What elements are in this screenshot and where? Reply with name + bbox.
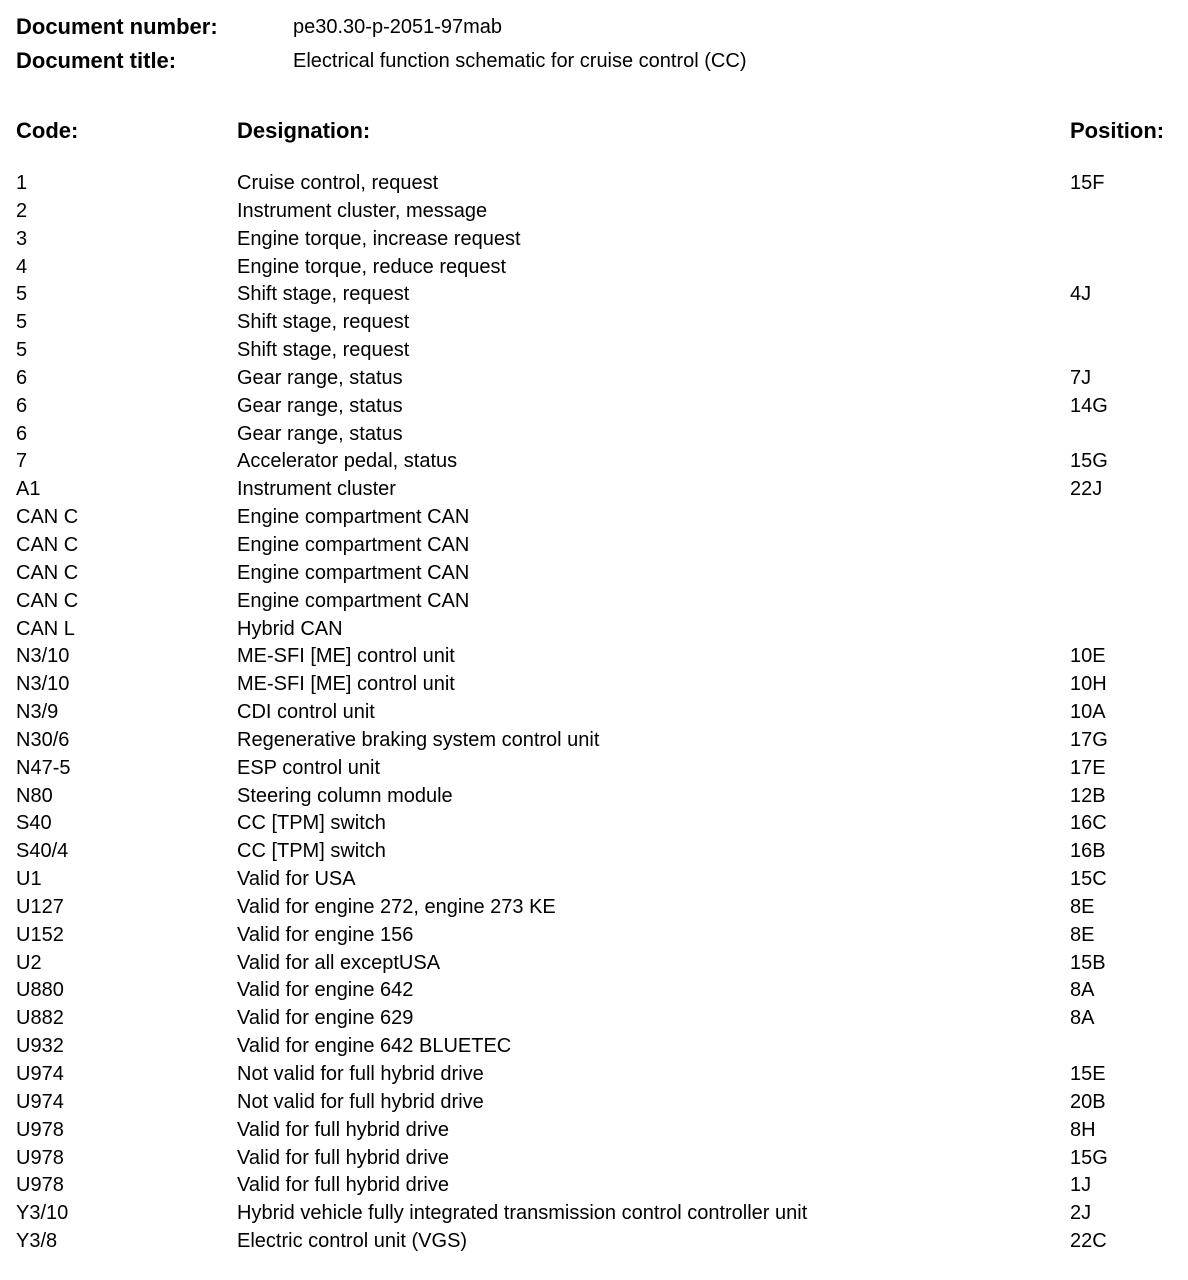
row-code: U978	[16, 1118, 64, 1141]
row-code: A1	[16, 478, 41, 501]
row-designation: Accelerator pedal, status	[237, 450, 458, 473]
row-code: U127	[16, 895, 64, 918]
row-designation: Valid for all exceptUSA	[237, 951, 441, 974]
row-designation: CC [TPM] switch	[237, 812, 386, 835]
row-position: 14G	[1070, 394, 1108, 417]
table-row	[0, 420, 1188, 448]
row-code: 5	[16, 311, 28, 334]
row-designation: Valid for engine 272, engine 273 KE	[237, 895, 556, 918]
row-designation: Valid for USA	[237, 868, 356, 891]
table-row	[0, 169, 1188, 197]
table-row	[0, 615, 1188, 643]
row-code: S40	[16, 812, 52, 835]
document-number-value: pe30.30-p-2051-97mab	[293, 16, 503, 38]
table-row	[0, 1060, 1188, 1088]
row-designation: Instrument cluster, message	[237, 199, 488, 222]
table-row	[0, 392, 1188, 420]
row-position: 1J	[1070, 1174, 1092, 1197]
table-row	[0, 1088, 1188, 1116]
row-position: 20B	[1070, 1090, 1106, 1113]
table-row	[0, 253, 1188, 281]
row-designation: Hybrid vehicle fully integrated transmission control controller unit	[237, 1202, 808, 1225]
table-row	[0, 976, 1188, 1004]
row-code: CAN C	[16, 561, 79, 584]
row-code: U1	[16, 868, 42, 891]
row-code: 7	[16, 450, 28, 473]
document-number-label: Document number:	[16, 14, 218, 39]
row-code: U2	[16, 951, 42, 974]
row-code: U882	[16, 1007, 64, 1030]
row-position: 15F	[1070, 172, 1105, 194]
row-position: 4J	[1070, 283, 1092, 306]
row-code: CAN C	[16, 589, 79, 612]
table-row	[0, 782, 1188, 810]
row-code: 1	[16, 172, 28, 194]
table-row	[0, 1227, 1188, 1255]
row-code: U880	[16, 979, 64, 1002]
row-designation: Electric control unit (VGS)	[237, 1230, 468, 1253]
row-position: 16B	[1070, 840, 1106, 863]
table-row	[0, 1171, 1188, 1199]
row-position: 15G	[1070, 1146, 1108, 1169]
row-position: 8A	[1070, 1007, 1095, 1030]
table-row	[0, 921, 1188, 949]
row-designation: Valid for engine 629	[237, 1007, 414, 1030]
row-code: N30/6	[16, 728, 70, 751]
row-designation: Shift stage, request	[237, 283, 410, 306]
row-designation: CC [TPM] switch	[237, 840, 386, 863]
row-code: 4	[16, 255, 28, 278]
row-designation: ME-SFI [ME] control unit	[237, 645, 455, 668]
row-designation: Engine torque, reduce request	[237, 255, 507, 278]
table-row	[0, 308, 1188, 336]
table-row	[0, 475, 1188, 503]
row-code: CAN L	[16, 617, 75, 640]
row-position: 15B	[1070, 951, 1106, 974]
table-row	[0, 809, 1188, 837]
row-code: 3	[16, 227, 28, 250]
row-designation: Hybrid CAN	[237, 617, 343, 640]
row-code: 6	[16, 422, 28, 445]
designation-column-header: Designation:	[237, 118, 371, 143]
table-row	[0, 587, 1188, 615]
row-code: U978	[16, 1174, 64, 1197]
row-position: 2J	[1070, 1202, 1092, 1225]
row-designation: Engine compartment CAN	[237, 533, 470, 556]
row-code: N47-5	[16, 756, 71, 779]
row-designation: Valid for engine 156	[237, 923, 414, 946]
table-row	[0, 225, 1188, 253]
document-title-value: Electrical function schematic for cruise control (CC)	[293, 50, 747, 72]
row-position: 17G	[1070, 728, 1108, 751]
row-position: 15C	[1070, 868, 1107, 891]
row-designation: Steering column module	[237, 784, 453, 807]
table-row	[0, 364, 1188, 392]
table-row	[0, 1116, 1188, 1144]
row-code: CAN C	[16, 533, 79, 556]
row-code: Y3/10	[16, 1202, 69, 1225]
row-designation: Instrument cluster	[237, 478, 396, 501]
row-position: 8E	[1070, 923, 1095, 946]
table-row	[0, 949, 1188, 977]
row-designation: Shift stage, request	[237, 311, 410, 334]
document-title-label: Document title:	[16, 48, 177, 73]
row-code: U974	[16, 1090, 64, 1113]
row-designation: Shift stage, request	[237, 339, 410, 362]
row-code: U978	[16, 1146, 64, 1169]
row-code: N80	[16, 784, 53, 807]
row-designation: Engine compartment CAN	[237, 589, 470, 612]
row-designation: Not valid for full hybrid drive	[237, 1090, 484, 1113]
row-designation: ME-SFI [ME] control unit	[237, 673, 455, 696]
row-position: 8E	[1070, 895, 1095, 918]
table-row	[0, 670, 1188, 698]
table-row	[0, 1004, 1188, 1032]
row-code: CAN C	[16, 506, 79, 529]
row-designation: Gear range, status	[237, 394, 403, 417]
row-designation: Engine compartment CAN	[237, 506, 470, 529]
table-row	[0, 1144, 1188, 1172]
row-designation: Valid for full hybrid drive	[237, 1174, 449, 1197]
row-code: U152	[16, 923, 64, 946]
table-row	[0, 754, 1188, 782]
row-code: S40/4	[16, 840, 69, 863]
table-row	[0, 698, 1188, 726]
row-designation: Valid for engine 642	[237, 979, 414, 1002]
row-code: 6	[16, 366, 28, 389]
table-row	[0, 280, 1188, 308]
row-code: U974	[16, 1063, 64, 1085]
row-position: 7J	[1070, 366, 1092, 389]
row-code: N3/9	[16, 701, 59, 724]
row-designation: Engine compartment CAN	[237, 561, 470, 584]
row-designation: Regenerative braking system control unit	[237, 728, 600, 751]
row-designation: Valid for full hybrid drive	[237, 1118, 449, 1141]
row-position: 16C	[1070, 812, 1107, 835]
table-row	[0, 726, 1188, 754]
row-designation: ESP control unit	[237, 756, 381, 779]
row-code: 5	[16, 283, 28, 306]
row-position: 12B	[1070, 784, 1106, 807]
code-column-header: Code:	[16, 118, 79, 143]
table-row	[0, 642, 1188, 670]
row-designation: Valid for full hybrid drive	[237, 1146, 449, 1169]
row-designation: Gear range, status	[237, 366, 403, 389]
table-row	[0, 447, 1188, 475]
row-code: U932	[16, 1035, 64, 1058]
row-code: 5	[16, 339, 28, 362]
table-row	[0, 503, 1188, 531]
legend-table-body	[0, 169, 1188, 1255]
position-column-header: Position:	[1070, 118, 1165, 143]
table-row	[0, 197, 1188, 225]
row-code: 6	[16, 394, 28, 417]
row-position: 15G	[1070, 450, 1108, 473]
row-position: 17E	[1070, 756, 1106, 779]
row-designation: Engine torque, increase request	[237, 227, 521, 250]
row-position: 22C	[1070, 1230, 1107, 1253]
row-code: Y3/8	[16, 1230, 58, 1253]
row-code: N3/10	[16, 645, 70, 668]
row-position: 8H	[1070, 1118, 1096, 1141]
row-code: N3/10	[16, 673, 70, 696]
table-row	[0, 893, 1188, 921]
row-position: 8A	[1070, 979, 1095, 1002]
row-position: 10H	[1070, 673, 1107, 696]
row-designation: Gear range, status	[237, 422, 403, 445]
row-designation: CDI control unit	[237, 701, 375, 724]
row-position: 22J	[1070, 478, 1103, 501]
row-designation: Cruise control, request	[237, 172, 439, 194]
table-row	[0, 865, 1188, 893]
table-row	[0, 336, 1188, 364]
row-code: 2	[16, 199, 28, 222]
row-position: 10E	[1070, 645, 1106, 668]
table-row	[0, 837, 1188, 865]
table-row	[0, 1032, 1188, 1060]
table-row	[0, 559, 1188, 587]
row-designation: Not valid for full hybrid drive	[237, 1063, 484, 1085]
row-designation: Valid for engine 642 BLUETEC	[237, 1035, 512, 1058]
row-position: 15E	[1070, 1063, 1106, 1085]
row-position: 10A	[1070, 701, 1106, 724]
table-row	[0, 531, 1188, 559]
table-row	[0, 1199, 1188, 1227]
